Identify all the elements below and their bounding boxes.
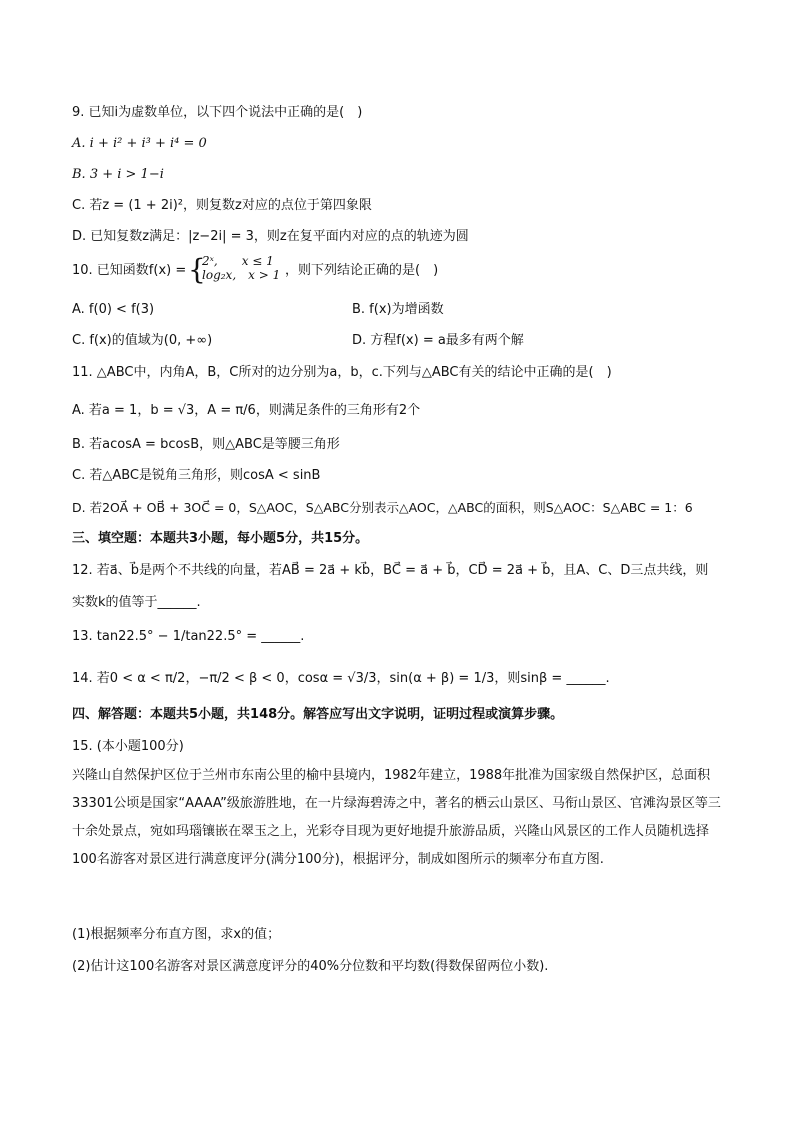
q11-stem: 11. △ABC中，内角A，B，C所对的边分别为a，b，c.下列与△ABC有关的结论中正确的是( )	[72, 365, 612, 380]
q13: 13. tan22.5° − 1/tan22.5° = ______.	[72, 629, 305, 644]
q15-sub-1: (1)根据频率分布直方图，求x的值；	[72, 927, 281, 942]
q15-sub-2: (2)估计这100名游客对景区满意度评分的40%分位数和平均数(得数保留两位小数).	[72, 959, 549, 974]
q11-option-a: A. 若a = 1，b = √3，A = π/6，则满足条件的三角形有2个	[72, 403, 421, 418]
q10-brace: {	[188, 253, 206, 286]
q11-option-d: D. 若2OA⃗ + OB⃗ + 3OC⃗ = 0，S△AOC，S△ABC分别表示△AOC，△ABC的面积，则S△AOC：S△ABC = 1：6	[72, 500, 693, 515]
q12-line-2: 实数k的值等于______.	[72, 595, 201, 610]
q9-option-c: C. 若z = (1 + 2i)²，则复数z对应的点位于第四象限	[72, 198, 372, 213]
q10-stem-suffix: ，则下列结论正确的是( )	[285, 263, 439, 278]
q10-option-b: B. f(x)为增函数	[352, 302, 444, 317]
q15-body: 兴隆山自然保护区位于兰州市东南公里的榆中县境内，1982年建立，1988年批准为国家级自然保护区，总面积33301公顷是国家“AAAA”级旅游胜地，在一片绿海碧涛之中，著名的栖云山景区、马衔山景区、官滩沟景区等三十余处景点，宛如玛瑙镶嵌在翠玉之上，光彩夺目现为更好地提升旅游品质，兴隆山风景区的工作人员随机选择100名游客对景区进行满意度评分(满分100分)，根据评分，制成如图所示的频率分布直方图.	[72, 768, 721, 867]
q9-option-a: A. i + i² + i³ + i⁴ = 0	[72, 136, 207, 151]
q10-case-1: 2ˣ, x ≤ 1	[202, 254, 274, 268]
q9-option-b: B. 3 + i > 1−i	[72, 167, 164, 182]
section-answer-heading: 四、解答题：本题共5小题，共148分。解答应写出文字说明，证明过程或演算步骤。	[72, 707, 564, 722]
q14: 14. 若0 < α < π/2，−π/2 < β < 0，cosα = √3/3，sin(α + β) = 1/3，则sinβ = ______.	[72, 671, 610, 686]
q11-option-b: B. 若acosA = bcosB，则△ABC是等腰三角形	[72, 437, 340, 452]
q10-option-a: A. f(0) < f(3)	[72, 302, 155, 317]
q15-header: 15. (本小题100分)	[72, 739, 184, 754]
q10-stem-prefix: 10. 已知函数f(x) =	[72, 263, 187, 278]
q9-stem: 9. 已知i为虚数单位，以下四个说法中正确的是( )	[72, 105, 363, 120]
q10-option-c: C. f(x)的值域为(0, +∞)	[72, 333, 213, 348]
q11-option-c: C. 若△ABC是锐角三角形，则cosA < sinB	[72, 468, 321, 483]
q10-case-2: log₂x, x > 1	[202, 268, 281, 282]
section-fill-in-heading: 三、填空题：本题共3小题，每小题5分，共15分。	[72, 531, 369, 546]
q12-line-1: 12. 若a⃗、b⃗是两个不共线的向量，若AB⃗ = 2a⃗ + kb⃗，BC⃗ = a⃗ + b⃗，CD⃗ = 2a⃗ + b⃗，且A、C、D三点共线，则	[72, 563, 709, 578]
q10-option-d: D. 方程f(x) = a最多有两个解	[352, 333, 524, 348]
q9-option-d: D. 已知复数z满足：|z−2i| = 3，则z在复平面内对应的点的轨迹为圆	[72, 229, 469, 244]
